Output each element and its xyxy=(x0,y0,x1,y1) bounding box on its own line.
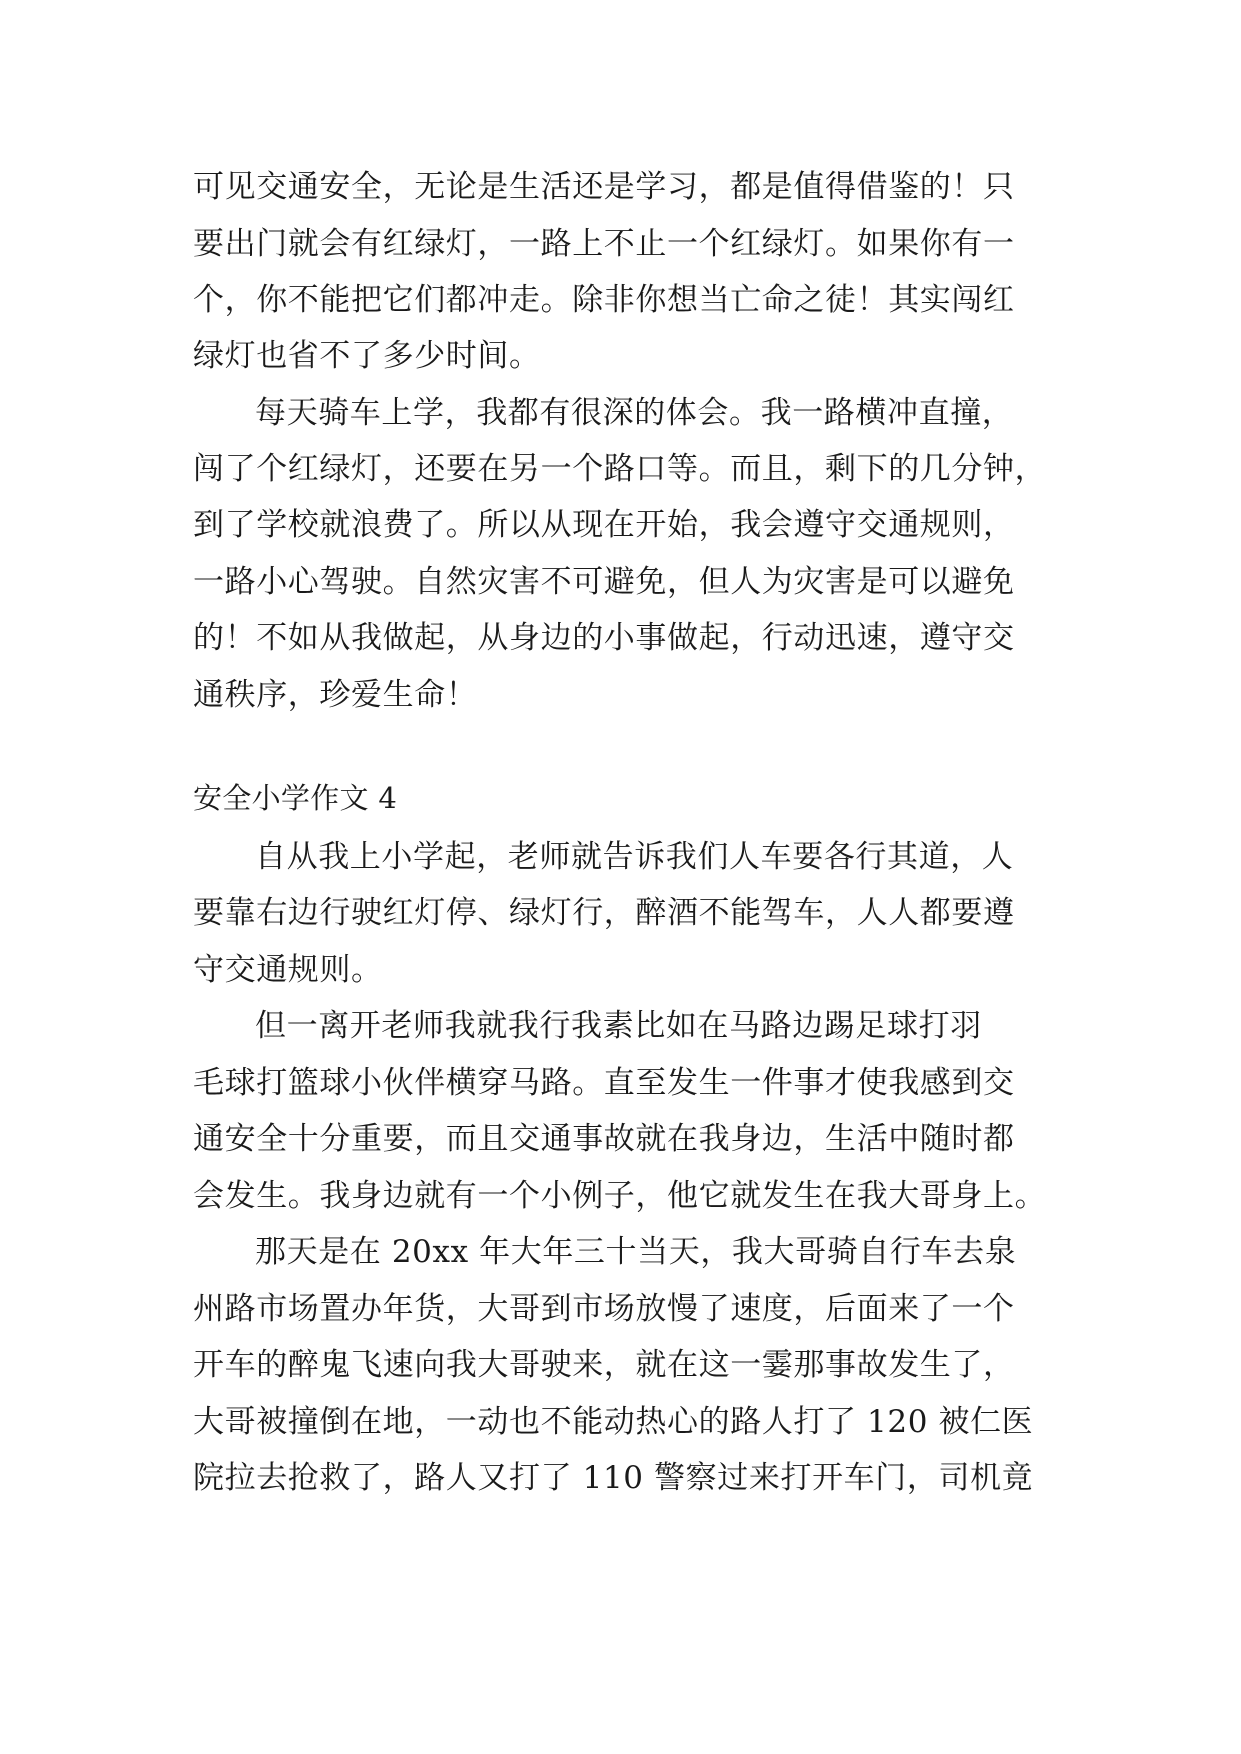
paragraph-5-line-4: 大哥被撞倒在地，一动也不能动热心的路人打了 120 被仁医 xyxy=(193,1404,1034,1440)
paragraph-4-line-3: 通安全十分重要，而且交通事故就在我身边，生活中随时都 xyxy=(193,1121,1015,1157)
paragraph-5-line-5: 院拉去抢救了，路人又打了 110 警察过来打开车门，司机竟 xyxy=(193,1460,1034,1496)
paragraph-5-line-2: 州路市场置办年货，大哥到市场放慢了速度，后面来了一个 xyxy=(193,1291,1015,1327)
paragraph-2-line-3: 到了学校就浪费了。所以从现在开始，我会遵守交通规则， xyxy=(193,507,1015,543)
paragraph-1-line-4: 绿灯也省不了多少时间。 xyxy=(193,338,541,374)
paragraph-4-line-2: 毛球打篮球小伙伴横穿马路。直至发生一件事才使我感到交 xyxy=(193,1065,1015,1101)
paragraph-2-line-5: 的！不如从我做起，从身边的小事做起，行动迅速，遵守交 xyxy=(193,620,1015,656)
paragraph-2-line-1: 每天骑车上学，我都有很深的体会。我一路横冲直撞， xyxy=(255,395,1014,431)
paragraph-3-line-2: 要靠右边行驶红灯停、绿灯行，醉酒不能驾车，人人都要遵 xyxy=(193,895,1015,931)
paragraph-2-line-6: 通秩序，珍爱生命！ xyxy=(193,677,478,713)
paragraph-2-line-2: 闯了个红绿灯，还要在另一个路口等。而且，剩下的几分钟， xyxy=(193,451,1047,487)
paragraph-3-line-1: 自从我上小学起，老师就告诉我们人车要各行其道，人 xyxy=(255,839,1014,875)
paragraph-1-line-1: 可见交通安全，无论是生活还是学习，都是值得借鉴的！只 xyxy=(193,169,1015,205)
paragraph-4-line-1: 但一离开老师我就我行我素比如在马路边踢足球打羽 xyxy=(255,1008,982,1044)
paragraph-1-line-3: 个，你不能把它们都冲走。除非你想当亡命之徒！其实闯红 xyxy=(193,282,1015,318)
paragraph-1-line-2: 要出门就会有红绿灯，一路上不止一个红绿灯。如果你有一 xyxy=(193,226,1015,262)
paragraph-2-line-4: 一路小心驾驶。自然灾害不可避免，但人为灾害是可以避免 xyxy=(193,564,1015,600)
paragraph-5-line-3: 开车的醉鬼飞速向我大哥驶来，就在这一霎那事故发生了， xyxy=(193,1347,1015,1383)
paragraph-4-line-4: 会发生。我身边就有一个小例子，他它就发生在我大哥身上。 xyxy=(193,1178,1047,1214)
paragraph-5-line-1: 那天是在 20xx 年大年三十当天，我大哥骑自行车去泉 xyxy=(255,1234,1017,1270)
section-heading: 安全小学作文 4 xyxy=(193,781,398,815)
paragraph-3-line-3: 守交通规则。 xyxy=(193,952,383,988)
